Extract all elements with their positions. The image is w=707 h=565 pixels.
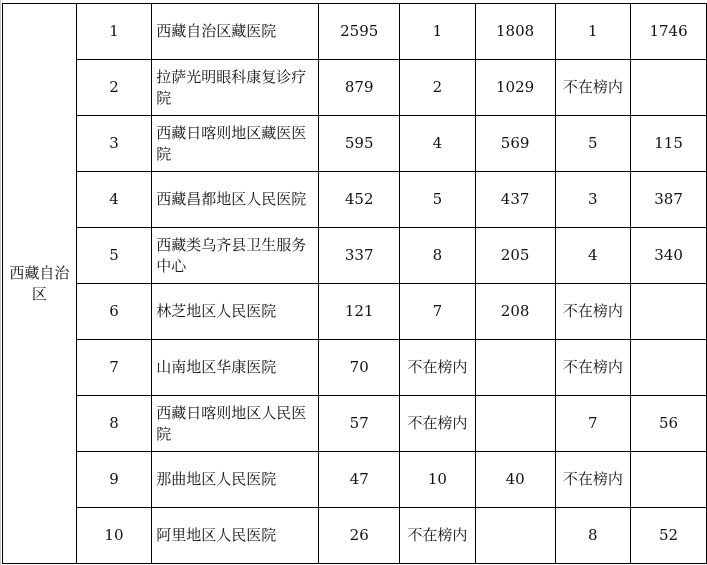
rank-cell[interactable]: 7 (76, 340, 152, 396)
value-cell-5[interactable]: 340 (631, 228, 707, 284)
rank-cell[interactable]: 2 (76, 60, 152, 116)
value-cell-4[interactable]: 不在榜内 (555, 340, 631, 396)
value-cell-5[interactable]: 387 (631, 172, 707, 228)
rank-cell[interactable]: 9 (76, 452, 152, 508)
value-cell-1[interactable]: 57 (319, 396, 400, 452)
value-cell-4[interactable]: 7 (555, 396, 631, 452)
value-cell-3[interactable]: 437 (475, 172, 555, 228)
value-cell-5[interactable] (631, 60, 707, 116)
value-cell-3[interactable]: 1029 (475, 60, 555, 116)
table-row (3, 452, 707, 508)
value-cell-4[interactable]: 3 (555, 172, 631, 228)
value-cell-2[interactable]: 7 (400, 284, 476, 340)
table-body (3, 4, 707, 564)
hospital-name-cell[interactable]: 阿里地区人民医院 (152, 508, 319, 564)
value-cell-1[interactable]: 47 (319, 452, 400, 508)
hospital-name-cell[interactable]: 西藏日喀则地区人民医院 (152, 396, 319, 452)
window-edge (0, 0, 1, 565)
value-cell-1[interactable]: 2595 (319, 4, 400, 60)
table-row (3, 284, 707, 340)
value-cell-3[interactable]: 208 (475, 284, 555, 340)
value-cell-2[interactable]: 不在榜内 (400, 508, 476, 564)
value-cell-1[interactable]: 595 (319, 116, 400, 172)
table-row (3, 508, 707, 564)
rank-cell[interactable]: 1 (76, 4, 152, 60)
value-cell-2[interactable]: 4 (400, 116, 476, 172)
value-cell-2[interactable]: 8 (400, 228, 476, 284)
value-cell-5[interactable] (631, 452, 707, 508)
rank-cell[interactable]: 6 (76, 284, 152, 340)
hospital-name-cell[interactable]: 拉萨光明眼科康复诊疗院 (152, 60, 319, 116)
hospital-name-cell[interactable]: 西藏昌都地区人民医院 (152, 172, 319, 228)
value-cell-1[interactable]: 337 (319, 228, 400, 284)
value-cell-4[interactable]: 不在榜内 (555, 284, 631, 340)
rank-cell[interactable]: 4 (76, 172, 152, 228)
table-row (3, 60, 707, 116)
value-cell-3[interactable] (475, 508, 555, 564)
value-cell-1[interactable]: 879 (319, 60, 400, 116)
value-cell-3[interactable]: 569 (475, 116, 555, 172)
value-cell-3[interactable] (475, 396, 555, 452)
hospital-name-cell[interactable]: 西藏日喀则地区藏医医院 (152, 116, 319, 172)
value-cell-5[interactable]: 115 (631, 116, 707, 172)
value-cell-5[interactable] (631, 284, 707, 340)
value-cell-1[interactable]: 121 (319, 284, 400, 340)
value-cell-4[interactable]: 1 (555, 4, 631, 60)
value-cell-2[interactable]: 10 (400, 452, 476, 508)
value-cell-3[interactable]: 1808 (475, 4, 555, 60)
region-cell[interactable]: 西藏自治区 (3, 4, 77, 564)
value-cell-2[interactable]: 5 (400, 172, 476, 228)
value-cell-4[interactable]: 8 (555, 508, 631, 564)
table-row (3, 116, 707, 172)
table-row (3, 396, 707, 452)
value-cell-4[interactable]: 不在榜内 (555, 452, 631, 508)
value-cell-5[interactable]: 1746 (631, 4, 707, 60)
value-cell-2[interactable]: 不在榜内 (400, 396, 476, 452)
value-cell-2[interactable]: 1 (400, 4, 476, 60)
value-cell-3[interactable]: 205 (475, 228, 555, 284)
value-cell-4[interactable]: 不在榜内 (555, 60, 631, 116)
value-cell-5[interactable]: 52 (631, 508, 707, 564)
table-row (3, 228, 707, 284)
table-row (3, 340, 707, 396)
value-cell-4[interactable]: 4 (555, 228, 631, 284)
value-cell-1[interactable]: 26 (319, 508, 400, 564)
hospital-name-cell[interactable]: 西藏类乌齐县卫生服务中心 (152, 228, 319, 284)
hospital-name-cell[interactable]: 山南地区华康医院 (152, 340, 319, 396)
rank-cell[interactable]: 3 (76, 116, 152, 172)
hospital-name-cell[interactable]: 那曲地区人民医院 (152, 452, 319, 508)
value-cell-5[interactable]: 56 (631, 396, 707, 452)
rank-cell[interactable]: 8 (76, 396, 152, 452)
table-row (3, 4, 707, 60)
hospital-ranking-table (2, 3, 707, 564)
value-cell-2[interactable]: 不在榜内 (400, 340, 476, 396)
value-cell-4[interactable]: 5 (555, 116, 631, 172)
rank-cell[interactable]: 10 (76, 508, 152, 564)
value-cell-3[interactable]: 40 (475, 452, 555, 508)
hospital-name-cell[interactable]: 西藏自治区藏医院 (152, 4, 319, 60)
rank-cell[interactable]: 5 (76, 228, 152, 284)
value-cell-5[interactable] (631, 340, 707, 396)
table-row (3, 172, 707, 228)
value-cell-1[interactable]: 452 (319, 172, 400, 228)
value-cell-1[interactable]: 70 (319, 340, 400, 396)
hospital-name-cell[interactable]: 林芝地区人民医院 (152, 284, 319, 340)
value-cell-3[interactable] (475, 340, 555, 396)
value-cell-2[interactable]: 2 (400, 60, 476, 116)
